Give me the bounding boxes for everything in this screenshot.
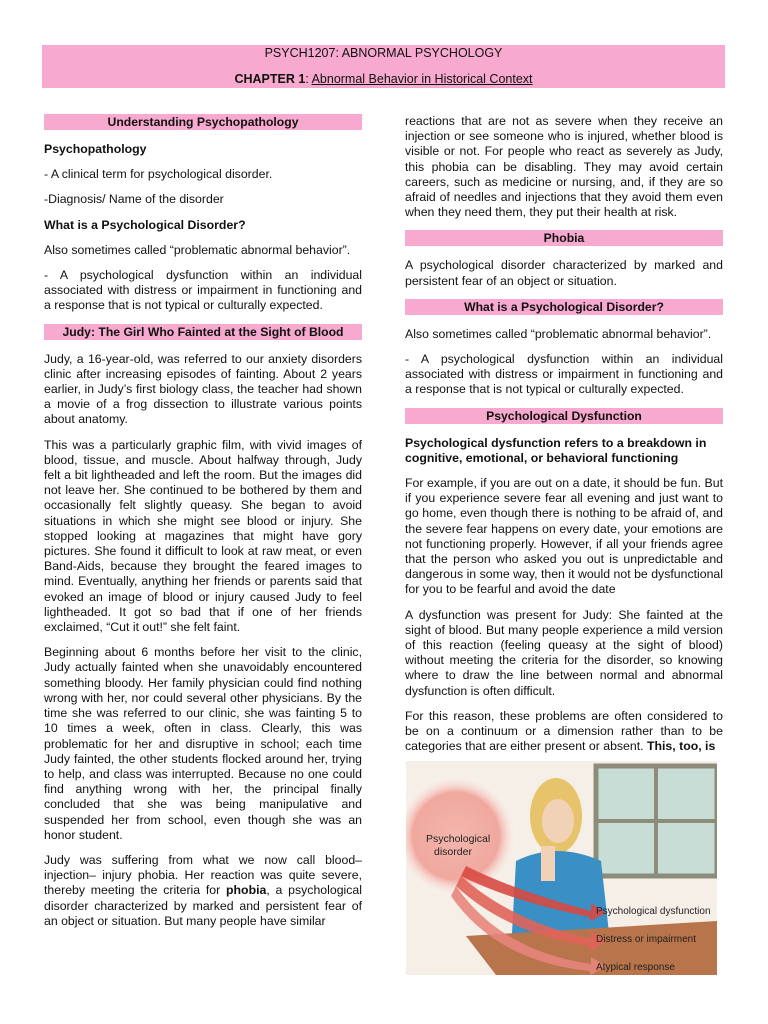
figure-illustration [406,761,717,975]
definition-line-2: -Diagnosis/ Name of the disorder [44,192,224,207]
phobia-term: phobia [226,883,267,898]
judy-dysfunction-paragraph: A dysfunction was present for Judy: She fainted at the sight of blood. But many people experience a mild version of this reaction (feeling queasy at the sight of blood) without meeting the criteria for the disorder, so knowing where to draw the line between normal and abnormal dysfunction is often difficult. [405,607,723,698]
chapter-label: CHAPTER 1 [234,72,306,86]
judy-paragraph-4 [44,853,362,929]
section-bar-dysfunction: Psychological Dysfunction [405,408,723,424]
dysfunction-definition: Psychological dysfunction refers to a breakdown in cognitive, emotional, or behavioral functioning [405,435,707,465]
arrow-label-dysfunction: Psychological dysfunction [596,906,711,917]
psychopathology-heading: Psychopathology [44,142,147,156]
continuum-part-b: This, too, is [646,739,716,754]
also-called-text-right: Also sometimes called “problematic abnormal behavior”. [405,326,712,341]
left-column [44,114,362,939]
disorder-definition-right: - A psychological dysfunction within an individual associated with distress or impairment in functioning and a response that is not typical or culturally expected. [405,352,723,397]
chapter-title-line [42,72,725,86]
judy-paragraph-1: Judy, a 16-year-old, was referred to our anxiety disorders clinic after increasing episodes of fainting. About 2 years earlier, in Judy’s first biology class, the teacher had shown a movie of a frog dissection to illustrate various points about anatomy. [44,351,362,427]
disorder-figure [406,761,717,975]
chapter-separator: : [305,72,312,86]
disorder-definition: - A psychological dysfunction within an individual associated with distress or impairment in functioning and a response that is not typical or culturally expected. [44,268,362,313]
also-called-text: Also sometimes called “problematic abnormal behavior”. [44,242,351,257]
para4-part-c: , a psychological disorder characterized by marked and persistent fear of an object or situation. But many people have similar [44,883,362,928]
definition-line-1: - A clinical term for psychological disorder. [44,167,273,182]
chapter-title: Abnormal Behavior in Historical Context [311,72,533,86]
date-example-paragraph: For example, if you are out on a date, it should be fun. But if you experience severe fear all evening and just want to go home, even though there is nothing to be afraid of, and the severe fear happens on every date, your emotions are not functioning properly. However, if all your friends agree that the person who asked you out is unpredictable and dangerous in some way, then it would not be dysfunctional for you to be fearful and avoid the date [405,476,723,597]
para4-part-a: Judy was suffering from what we now call blood–injection– injury phobia. Her reaction was quite severe, thereby meeting the criteria for [44,852,362,898]
circle-label-2: disorder [434,846,472,858]
disorder-heading: What is a Psychological Disorder? [44,217,246,232]
continuum-paragraph [405,709,723,755]
circle-label-1: Psychological [426,833,491,845]
right-column [405,114,723,765]
section-bar-phobia: Phobia [405,230,723,246]
course-title: PSYCH1207: ABNORMAL PSYCHOLOGY [264,46,503,60]
arrow-label-atypical: Atypical response [596,962,675,973]
page-header [42,45,725,88]
section-bar-judy: Judy: The Girl Who Fainted at the Sight of Blood [44,324,362,340]
judy-paragraph-3: Beginning about 6 months before her visit to the clinic, Judy actually fainted when she unavoidably encountered something bloody. Her family physician could find nothing wrong with her, nor could several other physicians. By the time she was referred to our clinic, she was fainting 5 to 10 times a week, often in class. Clearly, this was problematic for her and disruptive in school; each time Judy fainted, the other students flocked around her, trying to help, and class was interrupted. Because no one could find anything wrong with her, the principal finally concluded that she was being manipulative and suspended her from school, even though she was an honor student. [44,645,362,842]
phobia-definition: A psychological disorder characterized by marked and persistent fear of an object or situation. [405,258,723,288]
judy-paragraph-2: This was a particularly graphic film, with vivid images of blood, tissue, and muscle. About halfway through, Judy felt a bit lightheaded and left the room. But the images did not leave her. She continued to be bothered by them and occasionally felt slightly queasy. She began to avoid situations in which she might see blood or injury. She stopped looking at magazines that might have gory pictures. She found it difficult to look at raw meat, or even Band-Aids, because they brought the feared images to mind. Eventually, anything her friends or parents said that evoked an image of blood or injury caused Judy to feel lightheaded. It got so bad that if one of her friends exclaimed, “Cut it out!” she felt faint. [44,437,362,635]
section-bar-understanding: Understanding Psychopathology [44,114,362,130]
continued-paragraph: reactions that are not as severe when they receive an injection or see someone who is injured, whether blood is visible or not. For people who react as severely as Judy, this phobia can be disabling. They may avoid certain careers, such as medicine or nursing, and, if they are so afraid of needles and injections that they avoid them even when they need them, they put their health at risk. [405,114,723,220]
continuum-part-a: For this reason, these problems are often considered to be on a continuum or a dimension rather than to be categories that are either present or absent. [405,708,723,754]
arrow-label-distress: Distress or impairment [596,934,697,945]
section-bar-disorder: What is a Psychological Disorder? [405,299,723,315]
